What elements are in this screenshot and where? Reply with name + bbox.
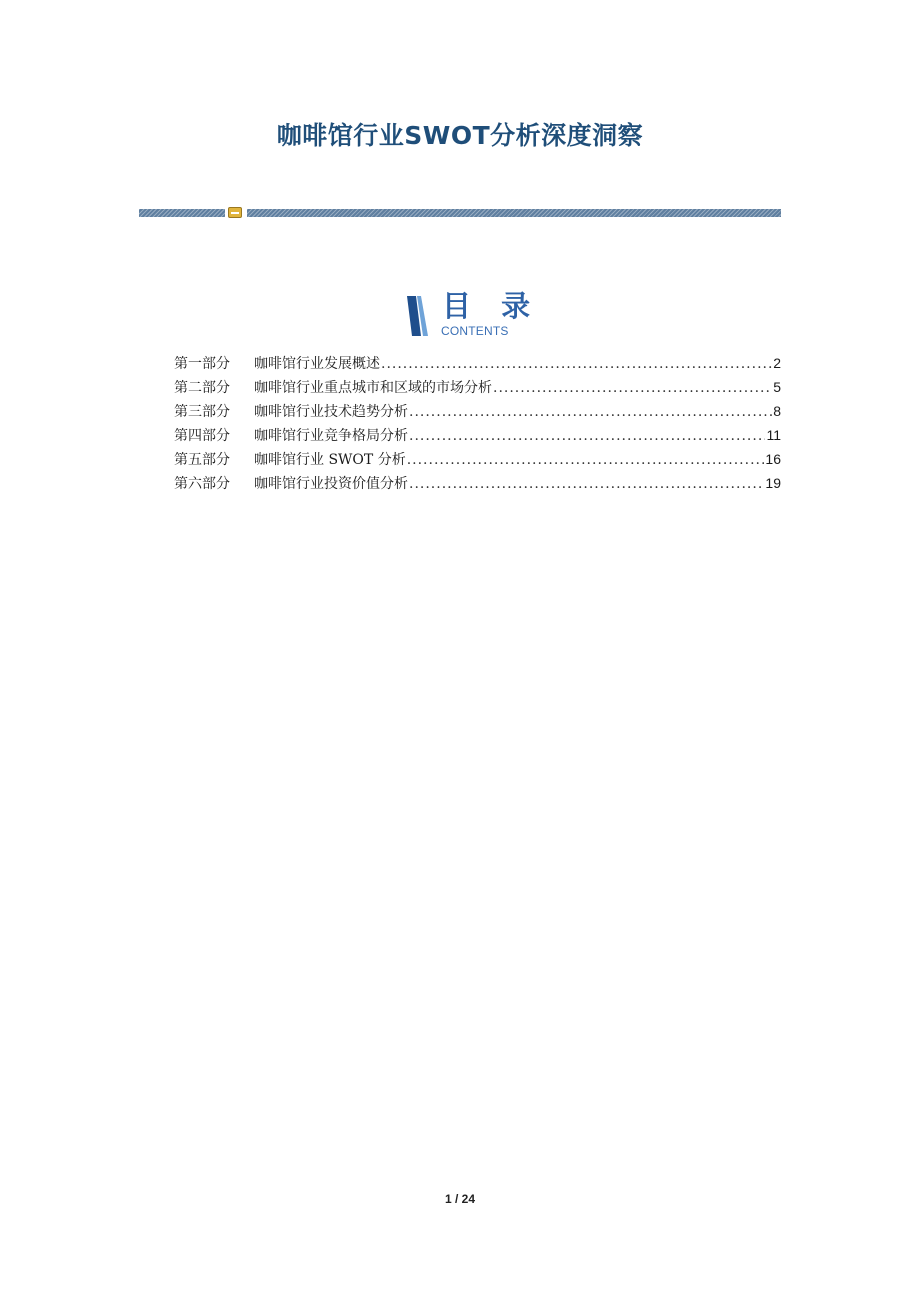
- toc-subheading: CONTENTS: [441, 324, 509, 338]
- toc-entry-page: 16: [765, 451, 781, 467]
- toc-dot-leader: [409, 428, 765, 444]
- toc-dot-leader: [381, 356, 772, 372]
- header-rule-right: [247, 209, 781, 217]
- toc-entry-part: 第二部分: [174, 380, 230, 396]
- toc-entry[interactable]: [174, 425, 781, 449]
- document-title: 咖啡馆行业SWOT分析深度洞察: [276, 121, 644, 150]
- toc-entry-part: 第六部分: [174, 476, 230, 492]
- toc-entry[interactable]: [174, 377, 781, 401]
- header-emblem-icon: [228, 207, 242, 218]
- page-number: 1 / 24: [444, 1192, 476, 1206]
- toc-entry-page: 2: [773, 355, 781, 371]
- toc-entry-part: 第三部分: [174, 404, 230, 420]
- toc-entry-title: 咖啡馆行业投资价值分析: [254, 476, 408, 492]
- toc-entry[interactable]: [174, 473, 781, 497]
- toc-dot-leader: [407, 452, 765, 468]
- toc-entry-page: 11: [766, 427, 781, 443]
- toc-entry-part: 第五部分: [174, 452, 230, 468]
- toc-entry-title: 咖啡馆行业 SWOT 分析: [254, 452, 406, 468]
- toc-entry[interactable]: [174, 449, 781, 473]
- header-rule-left: [139, 209, 225, 217]
- toc-entry-title: 咖啡馆行业技术趋势分析: [254, 404, 408, 420]
- toc-entry-title: 咖啡馆行业发展概述: [254, 356, 380, 372]
- toc-dot-leader: [409, 404, 772, 420]
- toc-entry-page: 5: [773, 379, 781, 395]
- toc-bookmark-icon: [407, 296, 429, 338]
- toc-entry[interactable]: [174, 353, 781, 377]
- toc-heading: 目 录: [442, 289, 541, 323]
- toc-entry[interactable]: [174, 401, 781, 425]
- toc-entry-page: 8: [773, 403, 781, 419]
- toc-entry-part: 第一部分: [174, 356, 230, 372]
- toc-dot-leader: [493, 380, 772, 396]
- toc-entry-title: 咖啡馆行业重点城市和区域的市场分析: [254, 380, 492, 396]
- toc-dot-leader: [409, 476, 764, 492]
- toc-entry-part: 第四部分: [174, 428, 230, 444]
- toc-entry-page: 19: [765, 475, 781, 491]
- toc-list: [174, 353, 781, 497]
- toc-entry-title: 咖啡馆行业竞争格局分析: [254, 428, 408, 444]
